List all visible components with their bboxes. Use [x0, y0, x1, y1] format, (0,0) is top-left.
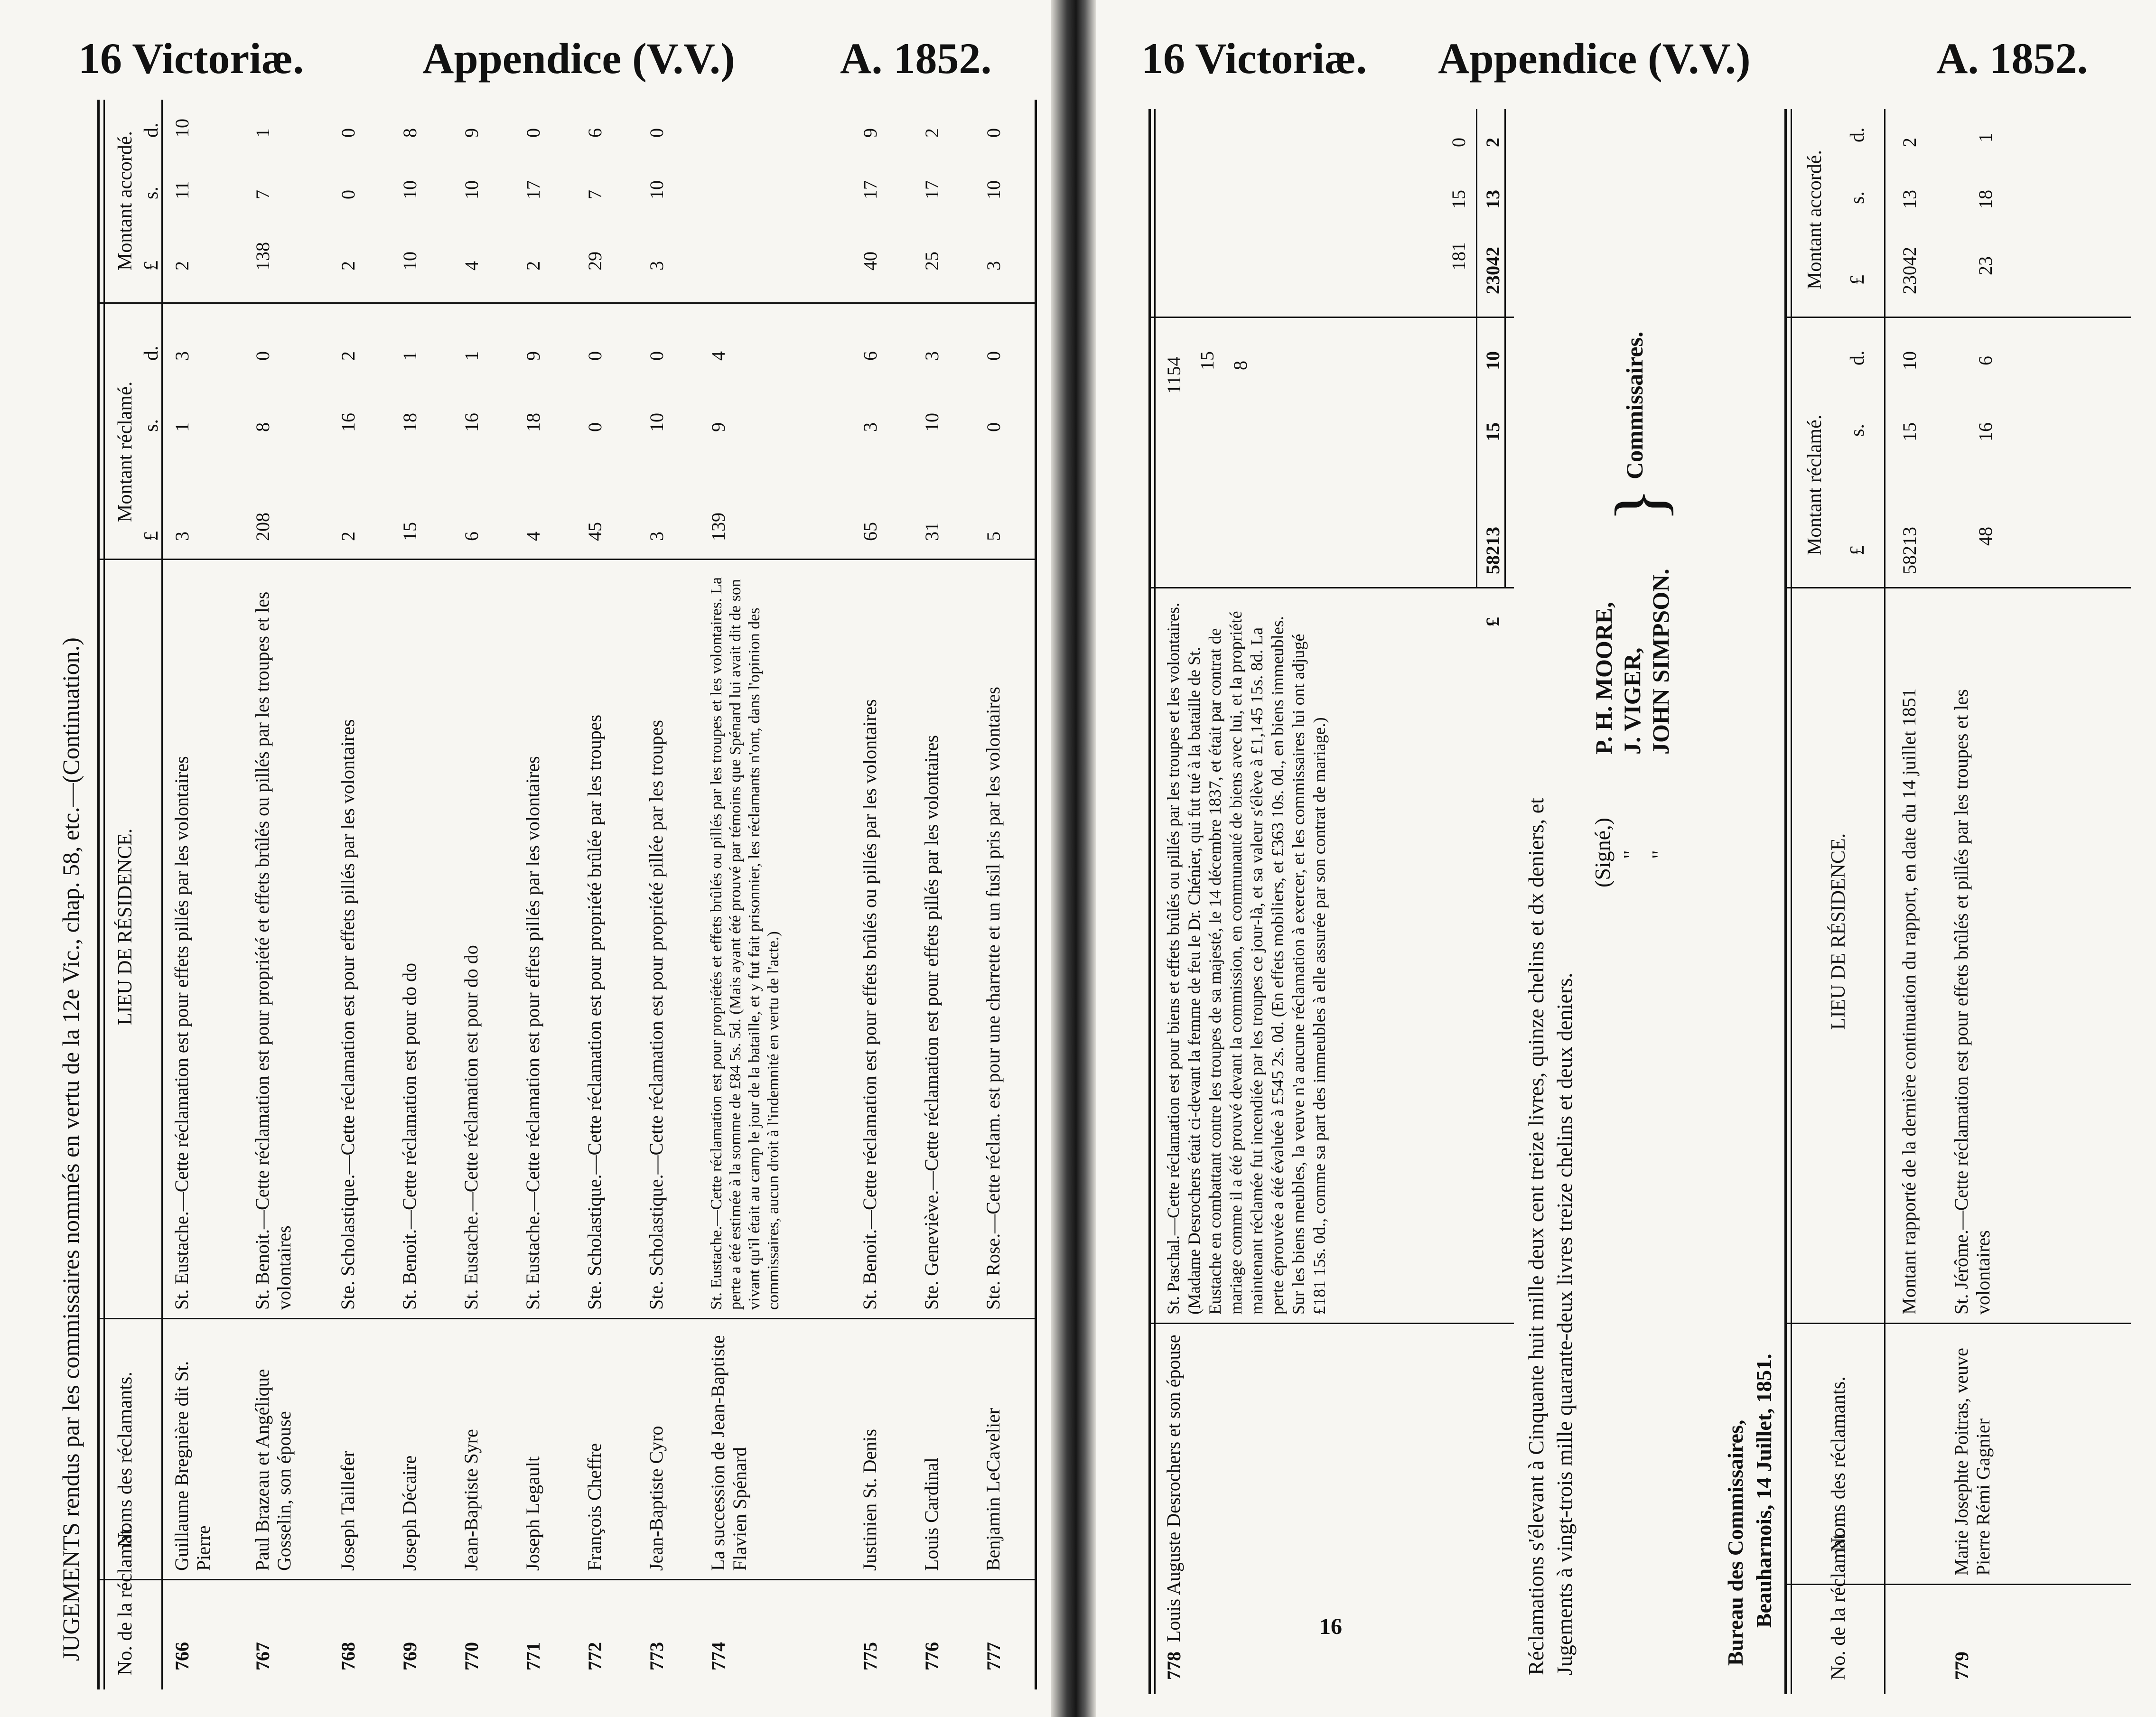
running-head-center-text-r: Appendice (V.V.): [1438, 34, 1751, 83]
t2-col-claimed: Montant réclamé.: [1804, 414, 1826, 555]
col-header-residence: LIEU DE RÉSIDENCE.: [114, 828, 136, 1025]
row-767-name: Paul Brazeau et Angélique Gosselin, son épouse: [252, 1369, 295, 1571]
grant-pounds-header: £: [140, 261, 162, 271]
page-number: 16: [1319, 1614, 1342, 1639]
row-769-grant-pence: 8: [399, 128, 420, 138]
totals-label: £: [1482, 617, 1503, 626]
running-head-center-text: Appendice (V.V.): [422, 34, 735, 83]
book-gutter: [1051, 0, 1096, 1717]
row-769-claim-pence: 1: [399, 351, 420, 361]
row-766-grant-pounds: 2: [171, 261, 193, 271]
t2-col-names: Noms des réclamants.: [1828, 1376, 1849, 1552]
row-779-claim-l: 48: [1975, 527, 1996, 546]
row-772-claim-pence: 0: [584, 351, 606, 361]
row-770-grant-shillings: 10: [461, 180, 482, 199]
col-header-names: Noms des réclamants.: [114, 1372, 136, 1547]
row-766-name: Guillaume Bregnière dit St. Pierre: [171, 1361, 214, 1571]
row-768-claim-pence: 2: [337, 351, 359, 361]
row-768-name: Joseph Taillefer: [337, 1450, 358, 1571]
row-774-claim-shillings: 9: [708, 422, 729, 432]
col-header-claimed: Montant réclamé.: [114, 381, 136, 522]
row-772-no: 772: [584, 1642, 606, 1670]
row-779-claim-s: 16: [1975, 422, 1996, 441]
row-771-no: 771: [523, 1642, 544, 1670]
ditto-2: ": [1647, 850, 1671, 859]
col-header-no: No. de la réclamat.: [114, 1524, 136, 1675]
t2-grant-shillings: s.: [1847, 191, 1868, 204]
commissioners-label: Commissaires.: [1621, 331, 1648, 479]
row-779-name: Marie Josephte Poitras, veuve Pierre Rémi Gagnier: [1951, 1348, 1994, 1576]
claim-pence-header: d.: [140, 345, 162, 361]
row-768-grant-shillings: 0: [337, 190, 359, 199]
row-772-grant-shillings: 7: [584, 190, 606, 199]
row-779-claim-d: 6: [1975, 356, 1996, 365]
bureau-line-2: Beauharnois, 14 Juillet, 1851.: [1752, 1353, 1776, 1628]
row-777-claim-shillings: 0: [983, 422, 1004, 432]
row-769-grant-shillings: 10: [399, 180, 420, 199]
t2-col-no: No. de la réclamat.: [1828, 1529, 1849, 1680]
row-770-claim-shillings: 16: [461, 413, 482, 432]
summary-line-1: Réclamations s'élevant à Cinquante huit mille deux cent treize livres, quinze chelins et dx deniers, et: [1524, 798, 1548, 1675]
row-766-claim-pence: 3: [171, 351, 193, 361]
carried-claim-l: 58213: [1899, 527, 1920, 574]
totals-grant-d: 2: [1482, 138, 1503, 147]
row-773-name: Jean-Baptiste Cyro: [645, 1426, 667, 1571]
row-779-residence: St. Jérôme.—Cette réclamation est pour effets brûlés et pillés par les troupes et les volontaires: [1951, 689, 1994, 1315]
row-771-grant-pounds: 2: [523, 261, 544, 271]
row-775-grant-shillings: 17: [859, 180, 881, 199]
row-771-residence: St. Eustache.—Cette réclamation est pour effets pillés par les volontaires: [522, 756, 543, 1310]
row-775-no: 775: [859, 1642, 881, 1670]
row-768-no: 768: [337, 1642, 359, 1670]
row-767-claim-shillings: 8: [252, 422, 273, 432]
row-768-grant-pence: 0: [337, 128, 359, 138]
row-770-grant-pence: 9: [461, 128, 482, 138]
row-771-claim-pence: 9: [523, 351, 544, 361]
row-778-residence: St. Paschal.—Cette réclamation est pour biens et effets brûlés ou pillés par les troupes et les volontaires. (Madame Desrochers était ci-devant la femme de feu le Dr. Chénier, qui fut tué à la bataille de St. Eustache en combattant contre les troupes de sa majesté, le 14 décembre 1837, et était par contrat de mariage comme il a été prouvé devant la commission, en communauté de biens avec lui, et la propriété maintenant réclamée fut incendiée par les troupes ce jour-là, et sa valeur s'élève à £1,145 15s. 8d. La perte éprouvée a été évaluée à £545 2s. 0d. (En effets mobiliers, et £363 10s. 0d., en biens immeubles. Sur les biens meubles, la veuve n'a aucune réclamation à exercer, et les commissaires lui ont adjugé £181 15s. 0d., comme sa part des immeubles à elle assurée par son contrat de mariage.): [1164, 603, 1329, 1315]
left-page: [0, 0, 1051, 1717]
bureau-line-1: Bureau des Commissaires,: [1723, 1419, 1747, 1666]
row-776-grant-shillings: 17: [921, 180, 943, 199]
row-775-name: Justinien St. Denis: [859, 1429, 880, 1571]
row-767-claim-pence: 0: [252, 351, 273, 361]
row-776-name: Louis Cardinal: [921, 1457, 942, 1571]
row-778-claim-s: 15: [1196, 351, 1218, 370]
carried-grant-d: 2: [1899, 138, 1920, 147]
row-770-no: 770: [461, 1642, 482, 1670]
row-770-grant-pounds: 4: [461, 261, 482, 271]
ditto-1: ": [1619, 850, 1643, 859]
row-777-grant-shillings: 10: [983, 180, 1004, 199]
row-768-claim-pounds: 2: [337, 532, 359, 541]
t2-grant-pence: d.: [1847, 127, 1868, 142]
row-775-grant-pounds: 40: [859, 252, 881, 271]
row-778-grant-s: 15: [1448, 190, 1469, 209]
row-766-claim-shillings: 1: [171, 422, 193, 432]
totals-grant-s: 13: [1482, 190, 1503, 209]
row-771-claim-pounds: 4: [523, 532, 544, 541]
row-768-residence: Ste. Scholastique.—Cette réclamation est pour effets pillés par les volontaires: [337, 719, 358, 1310]
row-775-claim-shillings: 3: [859, 422, 881, 432]
row-778-name: Louis Auguste Desrochers et son épouse: [1163, 1334, 1184, 1642]
row-773-grant-pence: 0: [646, 128, 667, 138]
carried-claim-s: 15: [1899, 422, 1920, 441]
t2-grant-pounds: £: [1847, 275, 1868, 285]
row-779-grant-s: 18: [1975, 190, 1996, 209]
row-767-claim-pounds: 208: [252, 513, 273, 541]
signatory-2: J. VIGER,: [1619, 647, 1645, 755]
row-777-claim-pounds: 5: [983, 532, 1004, 541]
signatory-1: P. H. MOORE,: [1590, 602, 1617, 755]
row-777-claim-pence: 0: [983, 351, 1004, 361]
row-770-claim-pounds: 6: [461, 532, 482, 541]
row-772-residence: Ste. Scholastique.—Cette réclamation est pour propriété brûlée par les troupes: [584, 714, 605, 1310]
row-773-grant-pounds: 3: [646, 261, 667, 271]
row-766-no: 766: [171, 1642, 193, 1670]
row-774-no: 774: [708, 1642, 729, 1670]
row-778-claim-d: 8: [1230, 361, 1251, 370]
carried-claim-d: 10: [1899, 351, 1920, 370]
running-head-left-text-r: 16 Victoriæ.: [1141, 34, 1367, 83]
row-767-residence: St. Benoit.—Cette réclamation est pour propriété et effets brûlés ou pillés par les troupes et les volontaires: [252, 591, 295, 1310]
row-779-no: 779: [1951, 1652, 1972, 1680]
row-772-grant-pounds: 29: [584, 252, 606, 271]
row-777-name: Benjamin LeCavelier: [982, 1408, 1004, 1571]
t2-col-residence: LIEU DE RÉSIDENCE.: [1828, 833, 1849, 1030]
row-776-no: 776: [921, 1642, 943, 1670]
running-head-left-text: 16 Victoriæ.: [78, 34, 304, 83]
row-778-grant-d: 0: [1448, 138, 1469, 147]
row-772-claim-shillings: 0: [584, 422, 606, 432]
row-776-claim-pounds: 31: [921, 522, 943, 541]
row-771-grant-shillings: 17: [523, 180, 544, 199]
row-779-grant-d: 1: [1975, 133, 1996, 142]
summary-line-2: Jugements à vingt-trois mille quarante-deux livres treize chelins et deux deniers.: [1552, 972, 1577, 1675]
totals-grant-l: 23042: [1482, 247, 1503, 294]
left-table-rotated: [52, 100, 1039, 1689]
row-777-no: 777: [983, 1642, 1004, 1670]
grant-shillings-header: s.: [140, 187, 162, 199]
row-770-residence: St. Eustache.—Cette réclamation est pour do do: [460, 945, 482, 1310]
running-head-right: [1096, 33, 2156, 95]
signatories-brace: }: [1601, 488, 1680, 522]
running-head-right-text: A. 1852.: [840, 34, 992, 83]
t2-claim-pence: d.: [1847, 350, 1868, 365]
row-775-grant-pence: 9: [859, 128, 881, 138]
row-776-grant-pounds: 25: [921, 252, 943, 271]
row-773-no: 773: [646, 1642, 667, 1670]
row-774-name: La succession de Jean-Baptiste Flavien Spénard: [707, 1335, 750, 1571]
row-771-claim-shillings: 18: [523, 413, 544, 432]
row-775-claim-pence: 6: [859, 351, 881, 361]
row-767-no: 767: [252, 1642, 273, 1670]
row-773-claim-pounds: 3: [646, 532, 667, 541]
row-768-claim-shillings: 16: [337, 413, 359, 432]
row-772-claim-pounds: 45: [584, 522, 606, 541]
row-769-claim-shillings: 18: [399, 413, 420, 432]
row-776-residence: Ste. Geneviève.—Cette réclamation est pour effets pillés par les volontaires: [921, 735, 942, 1310]
row-775-residence: St. Benoit.—Cette réclamation est pour effets brûlés ou pillés par les volontaires: [859, 699, 880, 1310]
row-773-claim-pence: 0: [646, 351, 667, 361]
row-769-name: Joseph Décaire: [399, 1455, 420, 1571]
row-775-claim-pounds: 65: [859, 522, 881, 541]
row-767-grant-pence: 1: [252, 128, 273, 138]
right-page: [1096, 0, 2156, 1717]
t2-claim-pounds: £: [1847, 545, 1868, 555]
grant-pence-header: d.: [140, 122, 162, 138]
row-769-residence: St. Benoit.—Cette réclamation est pour do do: [399, 963, 420, 1310]
signed-label: (Signé,): [1590, 818, 1615, 887]
t2-claim-shillings: s.: [1847, 424, 1868, 437]
row-771-grant-pence: 0: [523, 128, 544, 138]
row-774-claim-pence: 4: [708, 351, 729, 361]
row-767-grant-shillings: 7: [252, 190, 273, 199]
row-777-residence: Ste. Rose.—Cette réclam. est pour une charrette et un fusil pris par les volontaires: [982, 687, 1004, 1310]
carried-grant-s: 13: [1899, 190, 1920, 209]
col-header-granted: Montant accordé.: [114, 131, 136, 271]
row-776-claim-pence: 3: [921, 351, 943, 361]
row-778-claim-l: 1154: [1163, 356, 1185, 394]
claim-pounds-header: £: [140, 531, 162, 541]
row-774-residence: St. Eustache.—Cette réclamation est pour propriétés et effets brûlés ou pillés par les troupes et les volontaires. La perte a été estimée à la somme de £84 5s. 5d. (Mais ayant été prouvé par témoins que Spénard lui avait dit de son vivant qu'il était au camp le jour de la bataille, et y fut fait prisonnier, les réclamants n'ont, dans l'opinion des commissaires, aucun droit à l'indemnité en vertu de l'acte.): [708, 577, 782, 1310]
row-776-grant-pence: 2: [921, 128, 943, 138]
totals-claim-s: 15: [1482, 422, 1503, 441]
row-776-claim-shillings: 10: [921, 413, 943, 432]
row-777-grant-pounds: 3: [983, 261, 1004, 271]
carried-label: Montant rapporté de la dernière continuation du rapport, en date du 14 juillet 1851: [1898, 688, 1920, 1315]
row-773-grant-shillings: 10: [646, 180, 667, 199]
row-771-name: Joseph Legault: [522, 1456, 543, 1571]
row-778-no: 778: [1163, 1652, 1185, 1680]
running-head-left: [0, 33, 1051, 95]
claim-shillings-header: s.: [140, 419, 162, 432]
carried-grant-l: 23042: [1899, 247, 1920, 294]
row-777-grant-pence: 0: [983, 128, 1004, 138]
row-779-grant-l: 23: [1975, 256, 1996, 275]
table-title: JUGEMENTS rendus par les commissaires nommés en vertu de la 12e Vic., chap. 58, etc.—(Continuation.): [57, 637, 84, 1661]
row-778-grant-l: 181: [1448, 242, 1469, 271]
row-769-claim-pounds: 15: [399, 522, 420, 541]
totals-claim-l: 58213: [1482, 527, 1503, 574]
row-770-claim-pence: 1: [461, 351, 482, 361]
row-773-residence: Ste. Scholastique.—Cette réclamation est pour propriété pillée par les troupes: [645, 720, 667, 1310]
row-767-grant-pounds: 138: [252, 242, 273, 271]
row-769-no: 769: [399, 1642, 420, 1670]
row-770-name: Jean-Baptiste Syre: [460, 1429, 482, 1571]
row-768-grant-pounds: 2: [337, 261, 359, 271]
row-769-grant-pounds: 10: [399, 252, 420, 271]
row-774-claim-pounds: 139: [708, 513, 729, 541]
row-772-name: François Cheffre: [584, 1443, 605, 1571]
row-766-residence: St. Eustache.—Cette réclamation est pour effets pillés par les volontaires: [171, 756, 192, 1310]
totals-claim-d: 10: [1482, 351, 1503, 370]
right-table-rotated: [1144, 109, 2131, 1694]
row-766-grant-shillings: 11: [171, 181, 193, 199]
signatory-3: JOHN SIMPSON.: [1647, 569, 1674, 755]
t2-col-granted: Montant accordé.: [1804, 150, 1826, 289]
running-head-right-text-r: A. 1852.: [1936, 34, 2088, 83]
row-766-grant-pence: 10: [171, 119, 193, 138]
row-766-claim-pounds: 3: [171, 532, 193, 541]
row-772-grant-pence: 6: [584, 128, 606, 138]
row-773-claim-shillings: 10: [646, 413, 667, 432]
